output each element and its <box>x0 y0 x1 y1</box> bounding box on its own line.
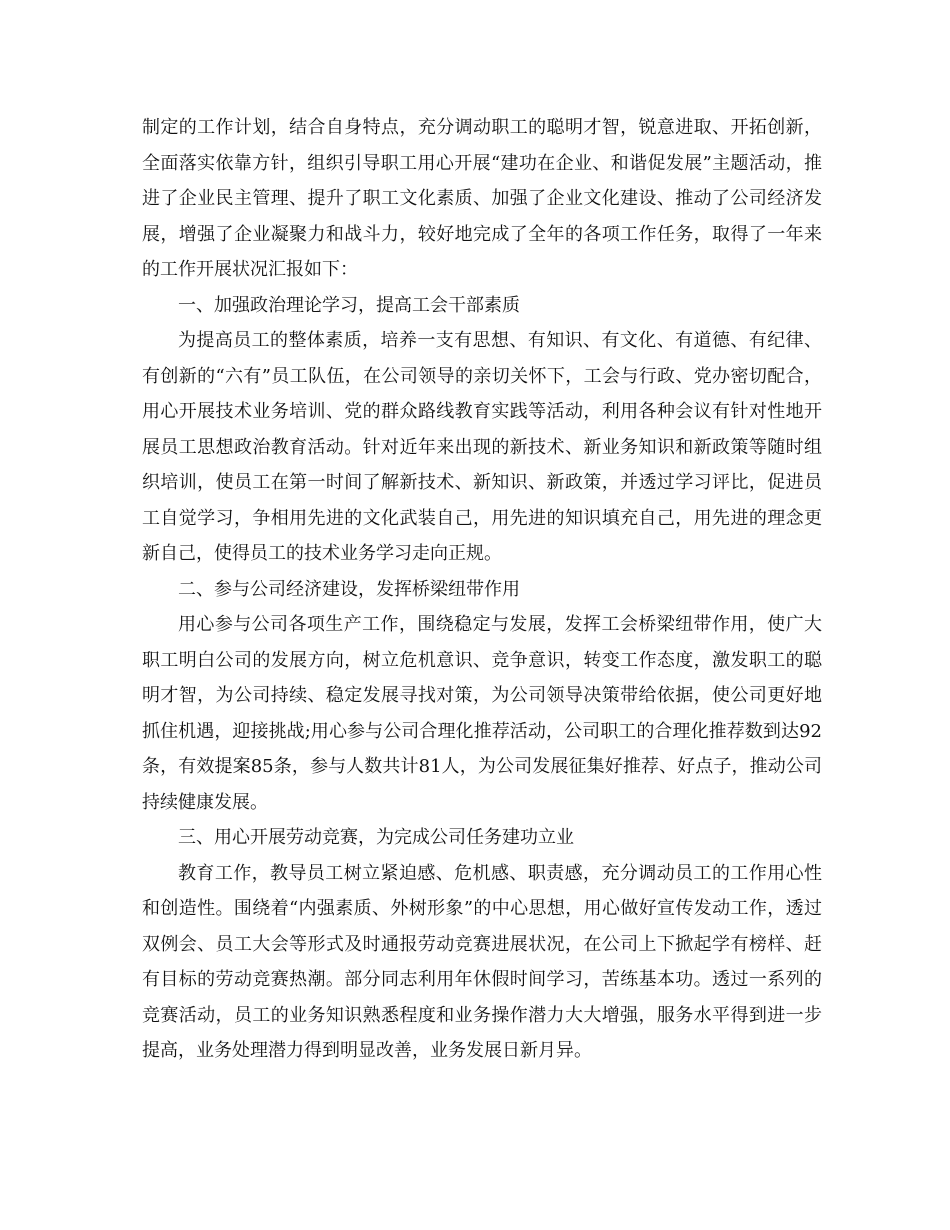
section-heading-3: 三、用心开展劳动竞赛，为完成公司任务建功立业 <box>178 827 574 848</box>
section-heading-1: 一、加强政治理论学习，提高工会干部素质 <box>178 294 520 316</box>
body-paragraph-3: 教育工作，教导员工树立紧迫感、危机感、职责感，充分调动员工的工作用心性和创造性。围绕着“内强素质、外树形象”的中心思想，用心做好宣传发动工作，透过双例会、员工大会等形式及时通报劳动竞赛进展状况，在公司上下掀起学有榜样、赶有目标的劳动竞赛热潮。部分同志利用年休假时间学习，苦练基本功。透过一系列的竞赛活动，员工的业务知识熟悉程度和业务操作潜力大大增强，服务水平得到进一步提高，业务处理潜力得到明显改善，业务发展日新月异。 <box>142 862 822 1061</box>
body-paragraph-2: 用心参与公司各项生产工作，围绕稳定与发展，发挥工会桥梁纽带作用，使广大职工明白公司的发展方向，树立危机意识、竞争意识，转变工作态度，激发职工的聪明才智，为公司持续、稳定发展寻找对策，为公司领导决策带给依据，使公司更好地抓住机遇，迎接挑战;用心参与公司合理化推荐活动，公司职工的合理化推荐数到达92条，有效提案85条，参与人数共计81人，为公司发展征集好推荐、好点子，推动公司持续健康发展。 <box>142 614 822 813</box>
section-heading-2: 二、参与公司经济建设，发挥桥梁纽带作用 <box>178 578 520 600</box>
body-paragraph-1: 为提高员工的整体素质，培养一支有思想、有知识、有文化、有道德、有纪律、有创新的“六有”员工队伍，在公司领导的亲切关怀下，工会与行政、党办密切配合，用心开展技术业务培训、党的群众路线教育实践等活动，利用各种会议有针对性地开展员工思想政治教育活动。针对近年来出现的新技术、新业务知识和新政策等随时组织培训，使员工在第一时间了解新技术、新知识、新政策，并透过学习评比，促进员工自觉学习，争相用先进的文化武装自己，用先进的知识填充自己，用先进的理念更新自己，使得员工的技术业务学习走向正规。 <box>142 330 822 564</box>
document-page <box>142 110 822 1069</box>
body-paragraph-intro: 制定的工作计划，结合自身特点，充分调动职工的聪明才智，锐意进取、开拓创新，全面落实依靠方针，组织引导职工用心开展“建功在企业、和谐促发展”主题活动，推进了企业民主管理、提升了职工文化素质、加强了企业文化建设、推动了公司经济发展，增强了企业凝聚力和战斗力，较好地完成了全年的各项工作任务，取得了一年来的工作开展状况汇报如下： <box>142 117 822 280</box>
